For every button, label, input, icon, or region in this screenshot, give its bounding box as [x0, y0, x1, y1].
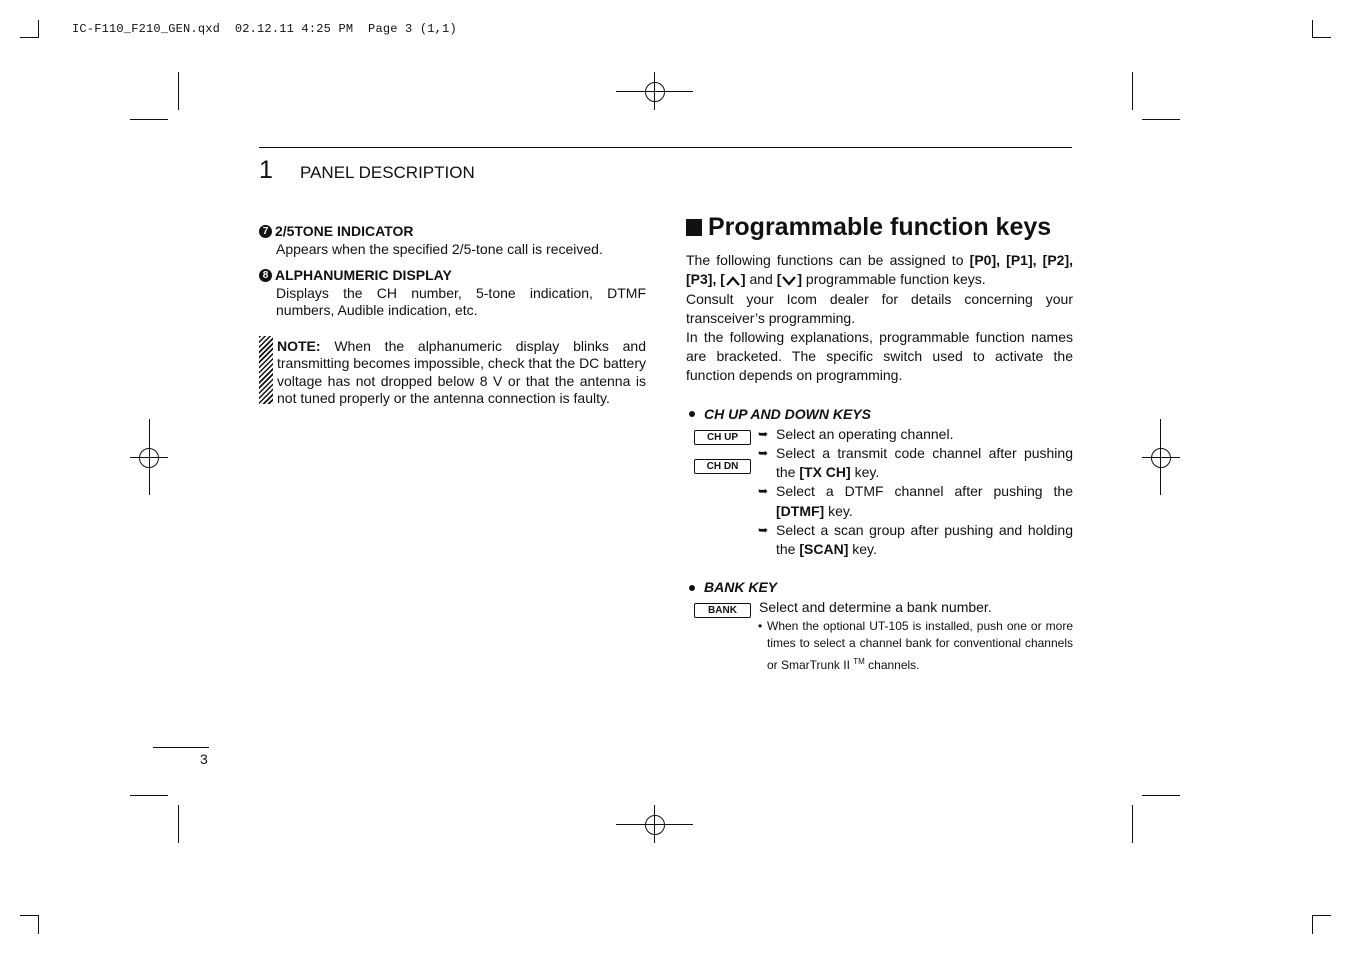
page-number: 3 — [200, 751, 208, 767]
note-stripes-icon — [259, 336, 273, 404]
key-label-ch-dn: CH DN — [694, 459, 751, 474]
page-number-rule — [153, 747, 209, 748]
item-heading: ALPHANUMERIC DISPLAY — [275, 267, 452, 283]
print-slug: IC-F110_F210_GEN.qxd 02.12.11 4:25 PM Page 3 (1,1) — [72, 22, 457, 36]
bank-note: • When the optional UT-105 is installed, push one or more times to select a channel bank for conventional channels or SmarTrunk II ™ channels. — [758, 618, 1073, 675]
list-item: ➥ Select a DTMF channel after pushing the [DTMF] key. — [758, 482, 1073, 520]
item-number-badge: 8 — [259, 269, 272, 282]
crop-mark — [1312, 915, 1313, 934]
intro-paragraph: The following functions can be assigned to [P0], [P1], [P2], [P3], [ ] and [ ] programmable function keys. — [686, 252, 1073, 288]
key-label-ch-up: CH UP — [694, 430, 751, 445]
square-bullet-icon — [686, 219, 702, 236]
crop-mark — [1312, 37, 1331, 38]
crop-mark — [1312, 20, 1313, 38]
bullet-icon — [689, 411, 695, 417]
list-item: ➥ Select an operating channel. — [758, 425, 1073, 444]
crop-mark — [1312, 915, 1331, 916]
subsection-heading: BANK KEY — [686, 578, 1073, 597]
crop-mark — [1132, 72, 1133, 110]
item-number-badge: 7 — [259, 225, 272, 238]
header-rule — [259, 147, 1072, 148]
crop-mark — [178, 72, 179, 110]
bullet-icon: • — [758, 618, 763, 633]
crop-mark — [38, 20, 39, 38]
note-block — [259, 338, 646, 408]
crop-mark — [20, 37, 39, 38]
bullet-icon — [689, 585, 695, 591]
crop-mark — [20, 915, 39, 916]
crop-mark — [38, 915, 39, 934]
left-column — [259, 223, 646, 408]
key-label-bank: BANK — [694, 603, 751, 618]
bank-key-block — [686, 598, 1073, 674]
list-item: ➥ Select a transmit code channel after pushing the [TX CH] key. — [758, 444, 1073, 482]
registration-mark — [1151, 448, 1171, 468]
note-label: NOTE: — [277, 337, 321, 354]
bank-description: Select and determine a bank number. — [759, 599, 992, 616]
registration-mark — [139, 448, 159, 468]
crop-mark — [1142, 119, 1180, 120]
registration-mark — [645, 815, 665, 835]
crop-mark — [178, 805, 179, 843]
item-alphanumeric-display — [259, 267, 646, 320]
intro-paragraph: Consult your Icom dealer for details concerning your transceiver’s programming. — [686, 290, 1073, 326]
chevron-down-icon — [781, 275, 797, 287]
item-body: Appears when the specified 2/5-tone call is received. — [276, 240, 603, 257]
crop-mark — [1132, 805, 1133, 843]
chevron-up-icon — [725, 275, 741, 287]
right-column — [686, 213, 1073, 674]
crop-mark — [1142, 795, 1180, 796]
item-heading: 2/5TONE INDICATOR — [275, 223, 414, 239]
list-item: ➥ Select a scan group after pushing and holding the [SCAN] key. — [758, 521, 1073, 559]
item-tone-indicator — [259, 223, 646, 258]
arrow-bullet-icon: ➥ — [758, 522, 769, 537]
arrow-bullet-icon: ➥ — [758, 446, 769, 461]
crop-mark — [130, 119, 168, 120]
chapter-number: 1 — [259, 156, 273, 184]
section-title: Programmable function keys — [686, 218, 1073, 237]
intro-paragraph: In the following explanations, programmable function names are bracketed. The specific switch used to activate the function depends on programming. — [686, 329, 1073, 384]
chapter-title: PANEL DESCRIPTION — [300, 163, 475, 182]
arrow-bullet-icon: ➥ — [758, 426, 769, 441]
registration-mark — [645, 82, 665, 102]
subsection-heading: CH UP AND DOWN KEYS — [686, 405, 1073, 424]
crop-mark — [130, 795, 168, 796]
arrow-bullet-icon: ➥ — [758, 484, 769, 499]
item-body: Displays the CH number, 5-tone indication, DTMF numbers, Audible indication, etc. — [276, 284, 646, 318]
ch-keys-block — [686, 425, 1073, 559]
note-text: When the alphanumeric display blinks and transmitting becomes impossible, check that the DC battery voltage has not dropped below 8 V or that the antenna is not tuned properly or the antenna connection is faulty. — [277, 337, 646, 406]
